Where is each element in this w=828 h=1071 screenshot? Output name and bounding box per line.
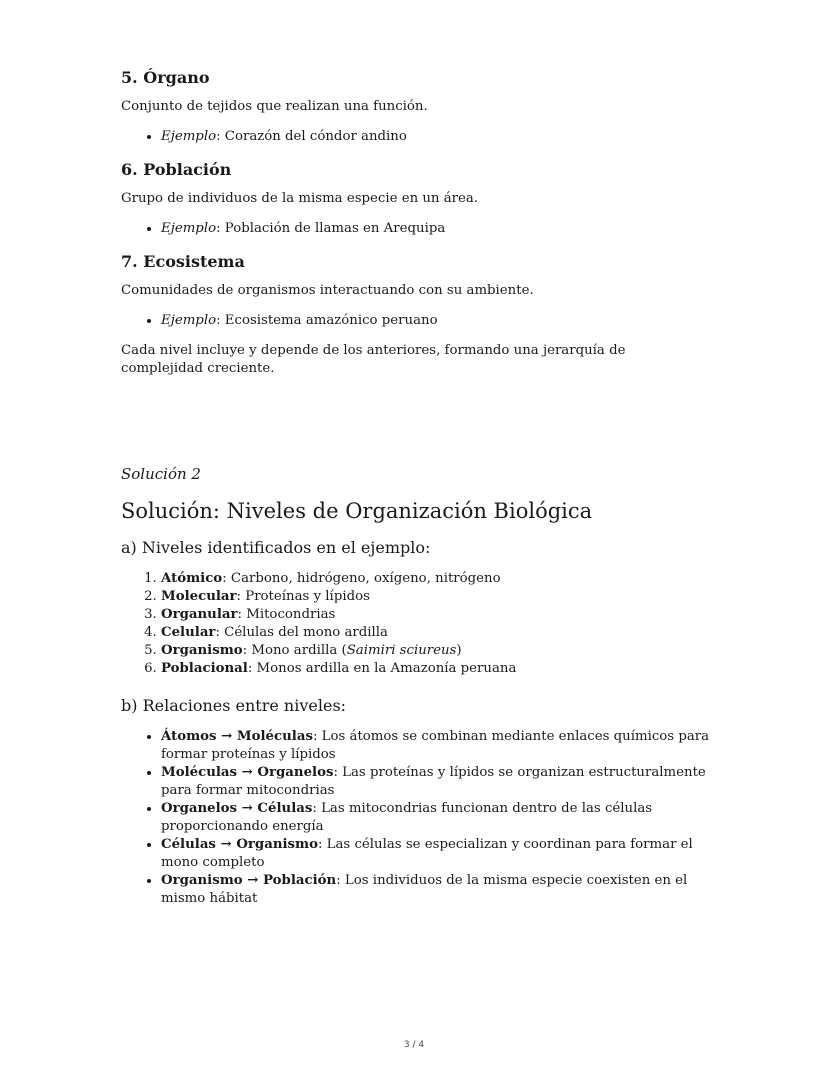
relation-term: Células → Organismo bbox=[161, 837, 318, 852]
conclusion-paragraph: Cada nivel incluye y depende de los anteriores, formando una jerarquía de complejidad creciente. bbox=[121, 343, 626, 376]
poblacion-example-list bbox=[121, 220, 721, 238]
organo-description: Conjunto de tejidos que realizan una función. bbox=[121, 99, 428, 114]
example-text: : Ecosistema amazónico peruano bbox=[216, 313, 438, 328]
example-text: : Corazón del cóndor andino bbox=[216, 129, 407, 144]
levels-list bbox=[121, 570, 721, 678]
relation-text: : Los individuos de la misma especie coexisten en el mismo hábitat bbox=[161, 873, 688, 906]
part-a-heading: a) Niveles identificados en el ejemplo: bbox=[121, 538, 431, 557]
example-label: Ejemplo bbox=[161, 129, 217, 144]
example-label: Ejemplo bbox=[161, 313, 217, 328]
relation-term: Moléculas → Organelos bbox=[161, 765, 334, 780]
relation-term: Organismo → Población bbox=[161, 873, 337, 888]
list-item bbox=[161, 872, 721, 908]
poblacion-heading: 6. Población bbox=[121, 160, 232, 179]
ecosistema-example-list bbox=[121, 312, 721, 330]
list-item bbox=[161, 312, 721, 330]
list-item bbox=[161, 642, 721, 660]
document-page bbox=[121, 68, 721, 908]
level-text: : Proteínas y lípidos bbox=[236, 589, 370, 604]
list-item bbox=[161, 606, 721, 624]
relation-term: Átomos → Moléculas bbox=[161, 729, 313, 744]
solution-title: Solución: Niveles de Organización Biológica bbox=[121, 499, 593, 523]
list-item bbox=[161, 570, 721, 588]
list-item bbox=[161, 220, 721, 238]
level-term: Organismo bbox=[161, 643, 243, 658]
level-term: Atómico bbox=[161, 571, 223, 586]
level-term: Poblacional bbox=[161, 661, 248, 676]
organo-heading: 5. Órgano bbox=[121, 68, 210, 87]
solution-label: Solución 2 bbox=[121, 465, 201, 483]
level-term: Organular bbox=[161, 607, 238, 622]
level-text: : Monos ardilla en la Amazonía peruana bbox=[247, 661, 517, 676]
poblacion-description: Grupo de individuos de la misma especie en un área. bbox=[121, 191, 479, 206]
list-item bbox=[161, 660, 721, 678]
level-text: : Células del mono ardilla bbox=[215, 625, 388, 640]
level-term: Celular bbox=[161, 625, 216, 640]
relation-text: : Las células se especializan y coordinan para formar el mono completo bbox=[161, 837, 693, 870]
list-item bbox=[161, 836, 721, 872]
species-name: Saimiri sciureus bbox=[346, 643, 457, 658]
level-text: : Carbono, hidrógeno, oxígeno, nitrógeno bbox=[222, 571, 501, 586]
example-text: : Población de llamas en Arequipa bbox=[216, 221, 446, 236]
list-item bbox=[161, 624, 721, 642]
part-b-heading: b) Relaciones entre niveles: bbox=[121, 696, 347, 715]
relations-list bbox=[121, 728, 721, 908]
level-text: : Mitocondrias bbox=[237, 607, 336, 622]
relation-text: : Las proteínas y lípidos se organizan estructuralmente para formar mitocondrias bbox=[161, 765, 706, 798]
relation-term: Organelos → Células bbox=[161, 801, 313, 816]
level-text: : Mono ardilla ( bbox=[242, 643, 347, 658]
relation-text: : Los átomos se combinan mediante enlaces químicos para formar proteínas y lípidos bbox=[161, 729, 710, 762]
list-item bbox=[161, 728, 721, 764]
list-item bbox=[161, 800, 721, 836]
ecosistema-heading: 7. Ecosistema bbox=[121, 252, 245, 271]
list-item bbox=[161, 128, 721, 146]
list-item bbox=[161, 764, 721, 800]
level-term: Molecular bbox=[161, 589, 237, 604]
organo-example-list bbox=[121, 128, 721, 146]
ecosistema-description: Comunidades de organismos interactuando con su ambiente. bbox=[121, 283, 534, 298]
list-item bbox=[161, 588, 721, 606]
example-label: Ejemplo bbox=[161, 221, 217, 236]
page-number: 3 / 4 bbox=[403, 1040, 425, 1050]
relation-text: : Las mitocondrias funcionan dentro de las células proporcionando energía bbox=[161, 801, 653, 834]
level-text-after: ) bbox=[456, 643, 462, 658]
